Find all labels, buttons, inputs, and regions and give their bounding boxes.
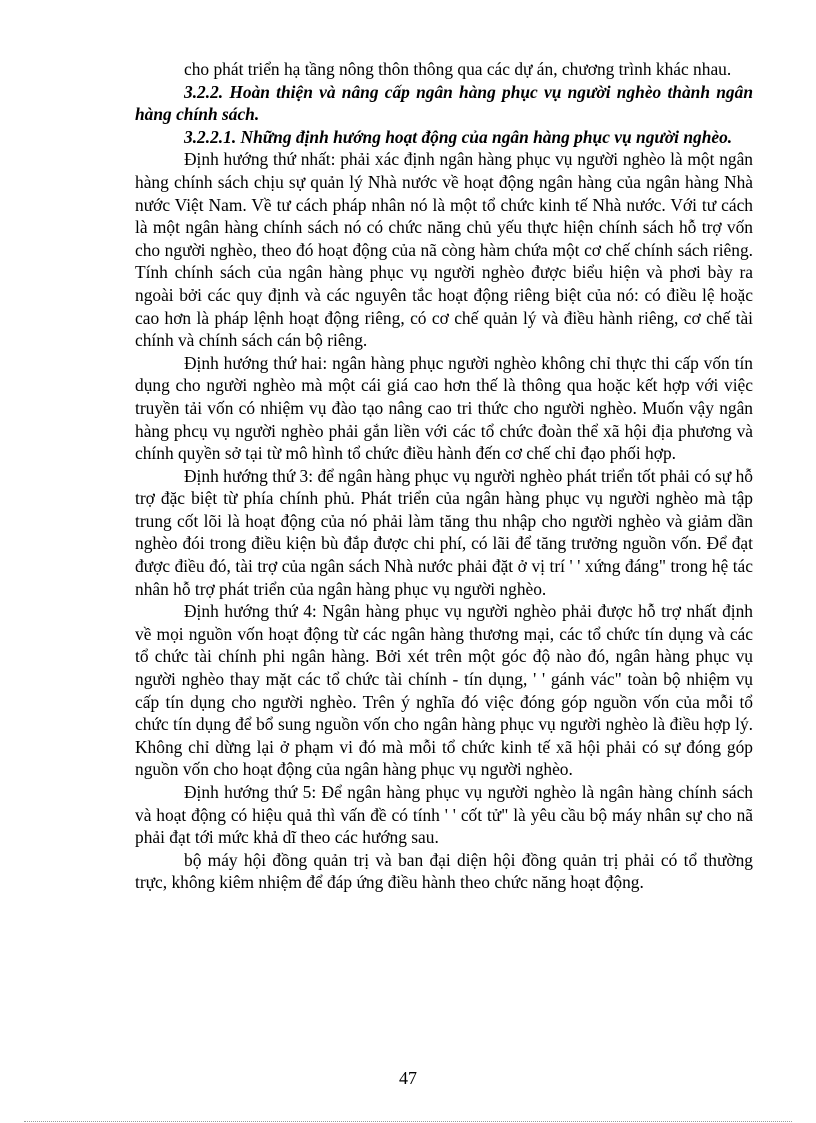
paragraph-orientation-5: Định hướng thứ 5: Để ngân hàng phục vụ người nghèo là ngân hàng chính sách và hoạt động có hiệu quả thì vấn đề có tính ' ' cốt tử" là yêu cầu bộ máy nhân sự cho nã phải đạt tới mức khả dĩ theo các hướng sau. [135,782,753,848]
page-number: 47 [399,1068,417,1088]
paragraph-orientation-2: Định hướng thứ hai: ngân hàng phục người nghèo không chỉ thực thi cấp vốn tín dụng cho người nghèo mà một cái giá cao hơn thế là thông qua hoặc kết hợp với việc truyền tải vốn có nhiệm vụ đào tạo nâng cao tri thức cho người nghèo. Muốn vậy ngân hàng phcụ vụ người nghèo phải gắn liền với các tổ chức đoàn thể xã hội địa phương và chính quyền sở tại từ mô hình tổ chức điều hành đến cơ chế chỉ đạo phối hợp. [135,352,753,464]
paragraph-board-structure: bộ máy hội đồng quản trị và ban đại diện hội đồng quản trị phải có tổ thường trực, không kiêm nhiệm để đáp ứng điều hành theo chức năng hoạt động. [135,849,753,893]
document-body [135,58,753,894]
subsection-heading-3-2-2-1: 3.2.2.1. Những định hướng hoạt động của ngân hàng phục vụ người nghèo. [184,126,733,147]
footer-divider [24,1121,792,1122]
paragraph-orientation-4: Định hướng thứ 4: Ngân hàng phục vụ người nghèo phải được hỗ trợ nhất định về mọi nguồn vốn hoạt động từ các ngân hàng thương mại, các tổ chức tín dụng và các tổ chức tài chính phi ngân hàng. Bởi xét trên một góc độ nào đó, ngân hàng phục vụ người nghèo thay mặt các tổ chức tài chính - tín dụng, ' ' gánh vác" toàn bộ nhiệm vụ cấp tín dụng cho người nghèo. Trên ý nghĩa đó việc đóng góp nguồn vốn của mỗi tổ chức tín dụng để bổ sung nguồn vốn cho ngân hàng phục vụ người nghèo là điều hợp lý. Không chỉ dừng lại ở phạm vi đó mà mỗi tổ chức kinh tế xã hội phải có sự đóng góp nguồn vốn cho hoạt động của ngân hàng phục vụ người nghèo. [135,601,753,780]
paragraph-orientation-3: Định hướng thứ 3: để ngân hàng phục vụ người nghèo phát triển tốt phải có sự hỗ trợ đặc biệt từ phía chính phủ. Phát triển của ngân hàng phục vụ người nghèo mà tập trung cốt lõi là hoạt động của nó phải làm tăng thu nhập cho người nghèo và giảm dần nghèo đói trong điều kiện bù đắp được chi phí, có lãi để tăng trưởng nguồn vốn. Để đạt được điều đó, tài trợ của ngân sách Nhà nước phải đặt ở vị trí ' ' xứng đáng" trong hệ tác nhân hỗ trợ phát triển của ngân hàng phục vụ người nghèo. [135,465,753,599]
section-heading-3-2-2: 3.2.2. Hoàn thiện và nâng cấp ngân hàng phục vụ người nghèo thành ngân hàng chính sách. [135,81,753,125]
paragraph-orientation-1: Định hướng thứ nhất: phải xác định ngân hàng phục vụ người nghèo là một ngân hàng chính sách chịu sự quản lý Nhà nước về hoạt động ngân hàng của ngân hàng Nhà nước Việt Nam. Về tư cách pháp nhân nó là một tổ chức kinh tế Nhà nước. Với tư cách là một ngân hàng chính sách nó có chức năng chủ yếu thực hiện chính sách hỗ trợ vốn cho người nghèo, theo đó hoạt động của nã còng hàm chứa một cơ chế chính sách riêng. Tính chính sách của ngân hàng phục vụ người nghèo được biểu hiện và phơi bày ra ngoài bởi các quy định và các nguyên tắc hoạt động riêng biệt của nó: có điều lệ hoặc cao hơn là pháp lệnh hoạt động riêng, có cơ chế quản lý và điều hành riêng, cơ chế tài chính và chính sách cán bộ riêng. [135,149,753,351]
paragraph-continuation: cho phát triển hạ tầng nông thôn thông qua các dự án, chương trình khác nhau. [184,59,732,79]
